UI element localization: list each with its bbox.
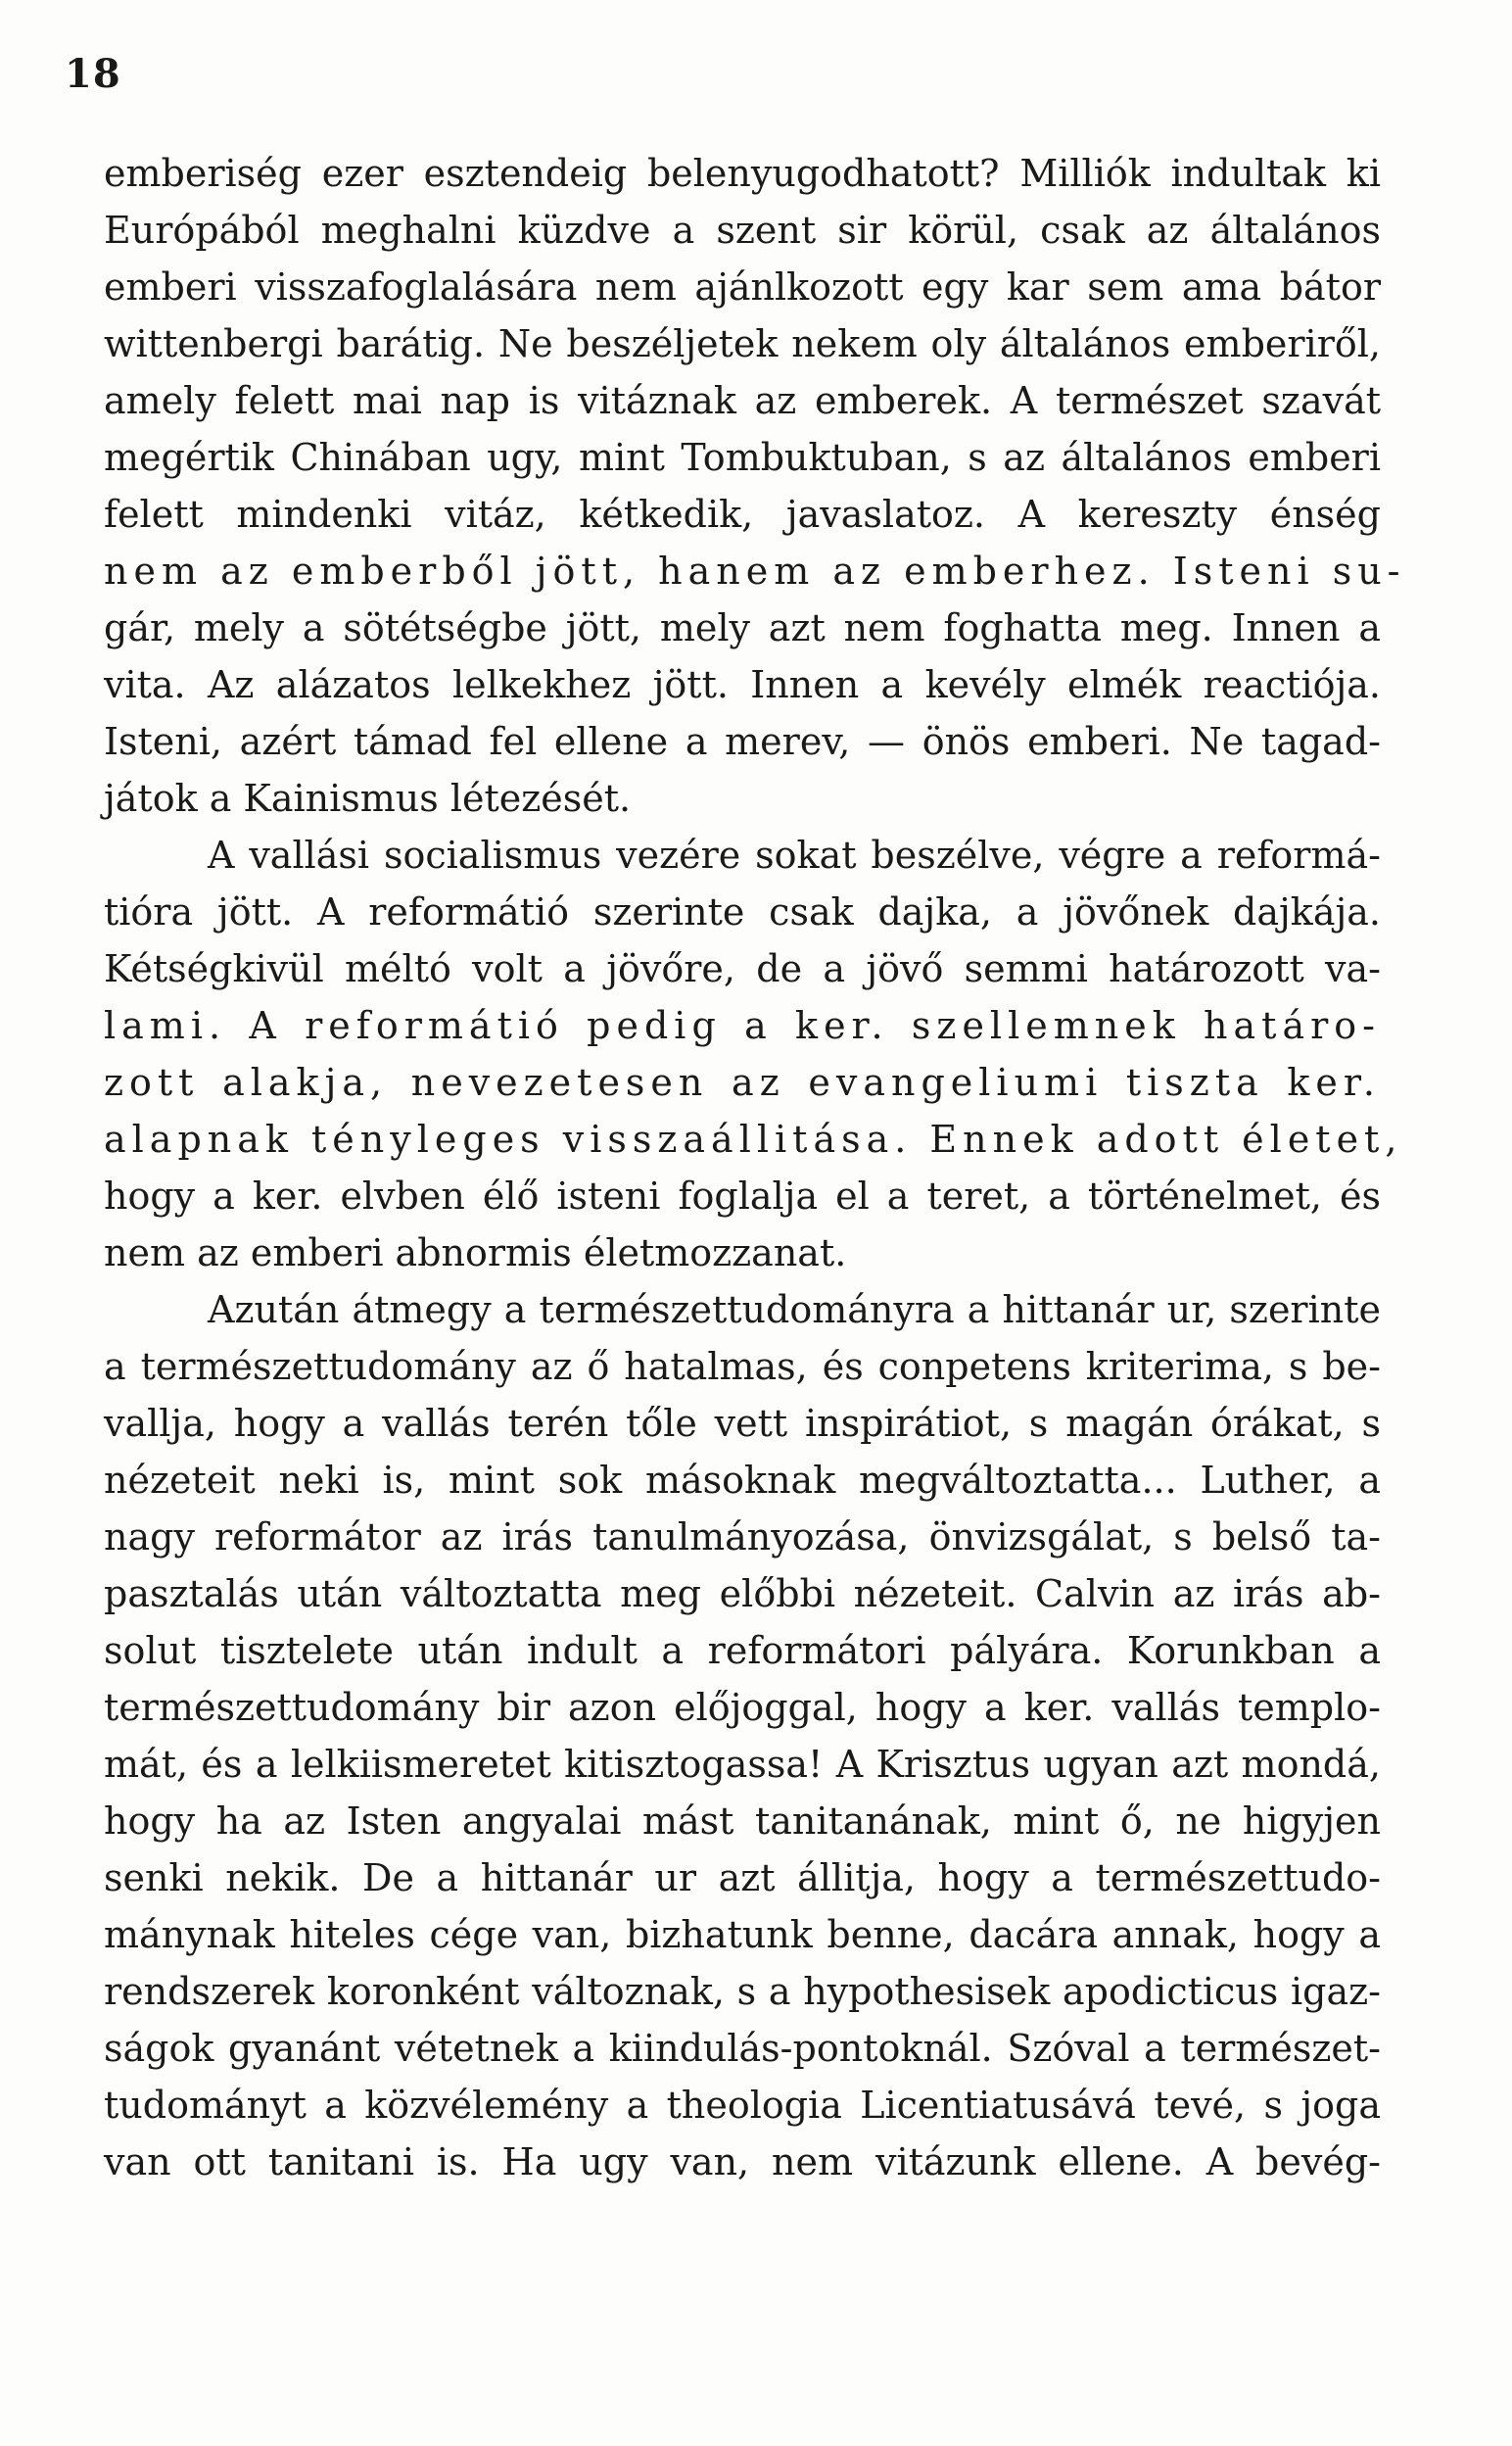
text-line: wittenbergi barátig. Ne beszéljetek nekem oly általános emberiről,: [104, 322, 1381, 365]
text-line: van ott tanitani is. Ha ugy van, nem vitázunk ellene. A bevég-: [104, 2140, 1381, 2183]
text-line: Isteni, azért támad fel ellene a merev, — önös emberi. Ne tagad-: [104, 720, 1381, 763]
text-line: megértik Chinában ugy, mint Tombuktuban, s az általános emberi: [104, 436, 1381, 479]
text-line: nézeteit neki is, mint sok másoknak megváltoztatta... Luther, a: [104, 1459, 1381, 1502]
text-line: felett mindenki vitáz, kétkedik, javaslatoz. A kereszty énség: [104, 493, 1381, 536]
text-line: Azután átmegy a természettudományra a hittanár ur, szerinte: [208, 1288, 1381, 1331]
text-line: pasztalás után változtatta meg előbbi nézeteit. Calvin az irás ab-: [104, 1572, 1381, 1615]
text-line: vallja, hogy a vallás terén tőle vett inspirátiot, s magán órákat, s: [104, 1402, 1381, 1445]
text-line: emberi visszafoglalására nem ajánlkozott egy kar sem ama bátor: [104, 265, 1381, 309]
body-text: [104, 145, 1406, 2190]
text-line: lami. A reformátió pedig a ker. szellemnek határo-: [104, 1004, 1381, 1047]
text-line: hogy ha az Isten angyalai mást tanitanának, mint ő, ne higyjen: [104, 1799, 1381, 1843]
page-number: 18: [65, 51, 121, 97]
text-line: játok a Kainismus létezését.: [104, 777, 632, 820]
text-line: alapnak tényleges visszaállitása. Ennek adott életet,: [104, 1118, 1403, 1161]
text-line: természettudomány bir azon előjoggal, hogy a ker. vallás templo-: [104, 1686, 1381, 1729]
text-line: mánynak hiteles cége van, bizhatunk benne, dacára annak, hogy a: [104, 1913, 1381, 1956]
text-line: zott alakja, nevezetesen az evangeliumi tiszta ker.: [104, 1061, 1381, 1104]
text-line: A vallási socialismus vezére sokat beszélve, végre a reformá-: [208, 834, 1381, 877]
text-line: tióra jött. A reformátió szerinte csak dajka, a jövőnek dajkája.: [104, 890, 1381, 934]
text-line: rendszerek koronként változnak, s a hypothesisek apodicticus igaz-: [104, 1970, 1381, 2013]
text-line: hogy a ker. elvben élő isteni foglalja el a teret, a történelmet, és: [104, 1175, 1381, 1218]
text-line: amely felett mai nap is vitáznak az emberek. A természet szavát: [104, 379, 1381, 422]
text-line: nem az emberből jött, hanem az emberhez. Isteni su-: [104, 550, 1406, 593]
text-line: nem az emberi abnormis életmozzanat.: [104, 1231, 847, 1274]
text-line: senki nekik. De a hittanár ur azt állitja, hogy a természettudo-: [104, 1856, 1381, 1899]
text-line: emberiség ezer esztendeig belenyugodhatott? Milliók indultak ki: [104, 152, 1381, 195]
text-line: a természettudomány az ő hatalmas, és conpetens kriterima, s be-: [104, 1345, 1381, 1388]
text-line: mát, és a lelkiismeretet kitisztogassa! A Krisztus ugyan azt mondá,: [104, 1743, 1381, 1786]
text-line: tudományt a közvélemény a theologia Licentiatusává tevé, s joga: [104, 2084, 1381, 2127]
text-line: gár, mely a sötétségbe jött, mely azt nem foghatta meg. Innen a: [104, 606, 1381, 649]
text-line: Kétségkivül méltó volt a jövőre, de a jövő semmi határozott va-: [104, 947, 1381, 990]
text-line: nagy reformátor az irás tanulmányozása, önvizsgálat, s belső ta-: [104, 1515, 1381, 1559]
text-line: solut tisztelete után indult a reformátori pályára. Korunkban a: [104, 1629, 1381, 1672]
text-line: Európából meghalni küzdve a szent sir körül, csak az általános: [104, 209, 1381, 252]
text-line: ságok gyanánt vétetnek a kiindulás-pontoknál. Szóval a természet-: [104, 2027, 1381, 2070]
text-line: vita. Az alázatos lelkekhez jött. Innen a kevély elmék reactiója.: [104, 663, 1381, 706]
